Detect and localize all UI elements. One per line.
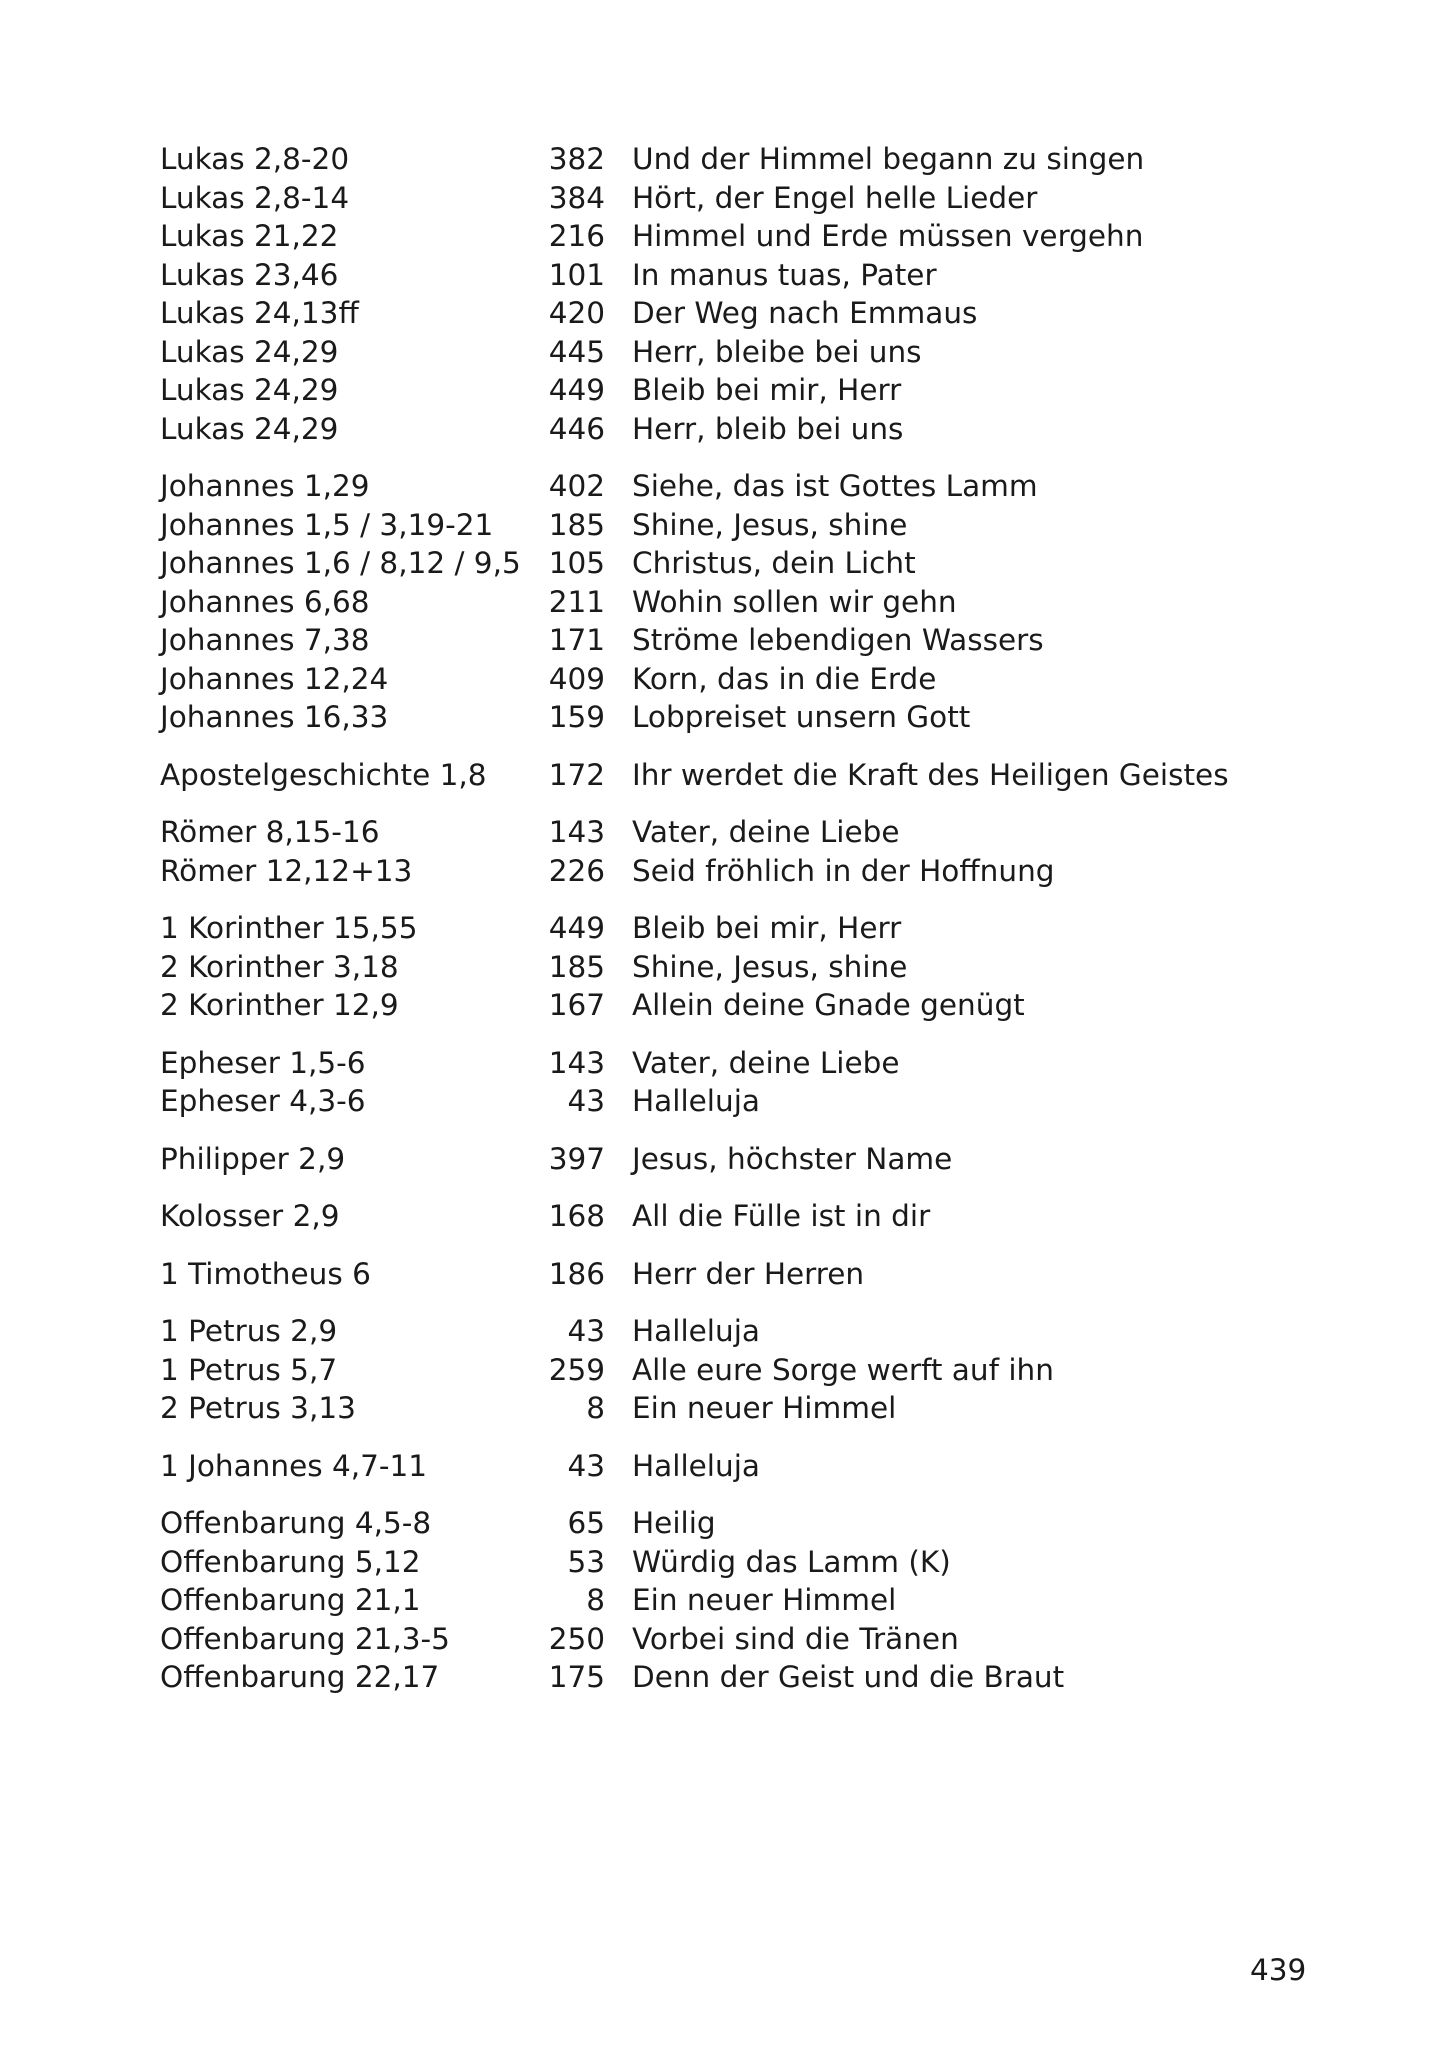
index-row xyxy=(160,1255,1300,1294)
index-group xyxy=(160,1044,1300,1121)
song-title: Ein neuer Himmel xyxy=(632,1391,897,1425)
song-title: Denn der Geist und die Braut xyxy=(632,1660,1065,1694)
song-number: 172 xyxy=(548,757,605,792)
index-row xyxy=(160,467,1300,506)
scripture-reference: Offenbarung 21,3-5 xyxy=(160,1621,450,1656)
scripture-reference: 1 Korinther 15,55 xyxy=(160,911,418,945)
song-number: 175 xyxy=(548,1660,605,1694)
song-title: Christus, dein Licht xyxy=(632,546,916,580)
song-title: Heilig xyxy=(632,1506,716,1540)
index-row xyxy=(160,1197,1300,1236)
song-number: 449 xyxy=(548,911,605,945)
index-row xyxy=(160,217,1300,256)
song-number: 259 xyxy=(548,1352,605,1387)
scripture-reference: Johannes 16,33 xyxy=(160,700,389,734)
scripture-reference: Lukas 2,8-14 xyxy=(160,180,350,215)
scripture-reference: Offenbarung 5,12 xyxy=(160,1544,421,1579)
song-title: Bleib bei mir, Herr xyxy=(632,373,902,407)
song-title: Ein neuer Himmel xyxy=(632,1583,897,1617)
song-title: Und der Himmel begann zu singen xyxy=(632,142,1145,176)
song-title: Jesus, höchster Name xyxy=(632,1141,953,1176)
song-title: Halleluja xyxy=(632,1084,760,1118)
index-group xyxy=(160,1312,1300,1428)
song-title: Korn, das in die Erde xyxy=(632,661,937,696)
index-row xyxy=(160,1620,1300,1659)
scripture-reference: Lukas 24,29 xyxy=(160,334,339,369)
song-title: Alle eure Sorge werft auf ihn xyxy=(632,1352,1054,1387)
song-title: Bleib bei mir, Herr xyxy=(632,911,902,945)
song-number: 43 xyxy=(567,1314,605,1348)
scripture-reference: Offenbarung 21,1 xyxy=(160,1583,421,1617)
song-number: 409 xyxy=(548,661,605,696)
song-number: 449 xyxy=(548,373,605,407)
song-number: 420 xyxy=(548,296,605,330)
index-group xyxy=(160,756,1300,795)
song-number: 167 xyxy=(548,988,605,1022)
song-number: 143 xyxy=(548,1045,605,1080)
song-title: Vater, deine Liebe xyxy=(632,1045,900,1080)
index-row xyxy=(160,1581,1300,1620)
page-number: 439 xyxy=(1250,1953,1307,1987)
song-title: Hört, der Engel helle Lieder xyxy=(632,180,1038,215)
index-group xyxy=(160,1447,1300,1486)
index-row xyxy=(160,1044,1300,1083)
song-title: Halleluja xyxy=(632,1314,760,1348)
scripture-index-table xyxy=(160,140,1300,1716)
song-number: 384 xyxy=(548,180,605,215)
song-number: 185 xyxy=(548,507,605,542)
index-row xyxy=(160,1351,1300,1390)
scripture-reference: 2 Petrus 3,13 xyxy=(160,1391,356,1425)
index-row xyxy=(160,294,1300,333)
scripture-reference: Johannes 1,5 / 3,19-21 xyxy=(160,507,494,542)
scripture-reference: Kolosser 2,9 xyxy=(160,1199,340,1233)
song-number: 445 xyxy=(548,334,605,369)
scripture-reference: 2 Korinther 12,9 xyxy=(160,988,399,1022)
scripture-reference: Offenbarung 22,17 xyxy=(160,1660,440,1694)
index-row xyxy=(160,909,1300,948)
song-number: 101 xyxy=(548,257,605,292)
scripture-reference: 1 Petrus 2,9 xyxy=(160,1314,338,1348)
index-row xyxy=(160,544,1300,583)
index-group xyxy=(160,909,1300,1025)
index-row xyxy=(160,410,1300,449)
song-title: Halleluja xyxy=(632,1448,760,1483)
index-row xyxy=(160,986,1300,1025)
index-group xyxy=(160,813,1300,890)
scripture-reference: 1 Timotheus 6 xyxy=(160,1256,371,1291)
song-title: Shine, Jesus, shine xyxy=(632,507,908,542)
song-title: Herr, bleibe bei uns xyxy=(632,334,922,369)
index-row xyxy=(160,140,1300,179)
song-number: 43 xyxy=(567,1448,605,1483)
song-title: Ströme lebendigen Wassers xyxy=(632,623,1044,657)
song-number: 186 xyxy=(548,1256,605,1291)
scripture-reference: Lukas 24,29 xyxy=(160,411,339,446)
index-row xyxy=(160,1447,1300,1486)
song-title: Lobpreiset unsern Gott xyxy=(632,700,971,734)
index-row xyxy=(160,1389,1300,1428)
index-row xyxy=(160,506,1300,545)
index-row xyxy=(160,256,1300,295)
song-title: Ihr werdet die Kraft des Heiligen Geistes xyxy=(632,757,1229,792)
song-number: 185 xyxy=(548,949,605,984)
index-group xyxy=(160,140,1300,448)
song-title: In manus tuas, Pater xyxy=(632,257,937,292)
scripture-reference: 1 Petrus 5,7 xyxy=(160,1352,338,1387)
index-group xyxy=(160,467,1300,737)
song-number: 43 xyxy=(567,1084,605,1118)
scripture-reference: Epheser 1,5-6 xyxy=(160,1045,366,1080)
song-number: 143 xyxy=(548,815,605,849)
song-title: Himmel und Erde müssen vergehn xyxy=(632,219,1144,253)
index-row xyxy=(160,948,1300,987)
scripture-reference: Johannes 1,6 / 8,12 / 9,5 xyxy=(160,546,521,580)
scripture-reference: Apostelgeschichte 1,8 xyxy=(160,757,487,792)
scripture-reference: Römer 8,15-16 xyxy=(160,815,380,849)
song-number: 211 xyxy=(548,584,605,619)
scripture-reference: Römer 12,12+13 xyxy=(160,853,413,888)
index-row xyxy=(160,1312,1300,1351)
song-number: 446 xyxy=(548,411,605,446)
song-number: 226 xyxy=(548,853,605,888)
song-number: 53 xyxy=(567,1544,605,1579)
index-row xyxy=(160,698,1300,737)
scripture-reference: Philipper 2,9 xyxy=(160,1141,346,1176)
index-group xyxy=(160,1504,1300,1697)
scripture-reference: Lukas 24,13ff xyxy=(160,296,359,330)
song-title: Vorbei sind die Tränen xyxy=(632,1621,959,1656)
index-row xyxy=(160,756,1300,795)
scripture-reference: Johannes 1,29 xyxy=(160,469,370,503)
index-row xyxy=(160,1082,1300,1121)
song-title: Herr der Herren xyxy=(632,1256,865,1291)
song-title: Würdig das Lamm (K) xyxy=(632,1544,951,1579)
index-row xyxy=(160,1543,1300,1582)
song-title: Siehe, das ist Gottes Lamm xyxy=(632,469,1038,503)
scripture-reference: 2 Korinther 3,18 xyxy=(160,949,399,984)
index-row xyxy=(160,179,1300,218)
song-title: Wohin sollen wir gehn xyxy=(632,584,957,619)
index-row xyxy=(160,660,1300,699)
scripture-reference: Johannes 7,38 xyxy=(160,623,370,657)
scripture-reference: Lukas 21,22 xyxy=(160,219,339,253)
song-title: Allein deine Gnade genügt xyxy=(632,988,1025,1022)
song-number: 168 xyxy=(548,1199,605,1233)
scripture-reference: Lukas 23,46 xyxy=(160,257,339,292)
index-row xyxy=(160,813,1300,852)
index-group xyxy=(160,1197,1300,1236)
song-number: 397 xyxy=(548,1141,605,1176)
scripture-reference: Lukas 24,29 xyxy=(160,373,339,407)
song-title: Shine, Jesus, shine xyxy=(632,949,908,984)
song-title: All die Fülle ist in dir xyxy=(632,1199,931,1233)
song-title: Der Weg nach Emmaus xyxy=(632,296,978,330)
song-number: 65 xyxy=(567,1506,605,1540)
song-number: 105 xyxy=(548,546,605,580)
song-title: Seid fröhlich in der Hoffnung xyxy=(632,853,1055,888)
index-row xyxy=(160,333,1300,372)
scripture-reference: Lukas 2,8-20 xyxy=(160,142,350,176)
song-number: 171 xyxy=(548,623,605,657)
scripture-reference: Johannes 6,68 xyxy=(160,584,370,619)
scripture-reference: Epheser 4,3-6 xyxy=(160,1084,366,1118)
index-row xyxy=(160,621,1300,660)
index-row xyxy=(160,1140,1300,1179)
song-number: 382 xyxy=(548,142,605,176)
index-row xyxy=(160,371,1300,410)
scripture-reference: 1 Johannes 4,7-11 xyxy=(160,1448,428,1483)
song-number: 8 xyxy=(586,1583,605,1617)
index-row xyxy=(160,852,1300,891)
index-group xyxy=(160,1255,1300,1294)
song-number: 402 xyxy=(548,469,605,503)
scripture-reference: Offenbarung 4,5-8 xyxy=(160,1506,432,1540)
scripture-reference: Johannes 12,24 xyxy=(160,661,389,696)
index-group xyxy=(160,1140,1300,1179)
index-row xyxy=(160,1658,1300,1697)
song-number: 216 xyxy=(548,219,605,253)
song-number: 250 xyxy=(548,1621,605,1656)
index-row xyxy=(160,583,1300,622)
song-title: Vater, deine Liebe xyxy=(632,815,900,849)
song-number: 8 xyxy=(586,1391,605,1425)
song-number: 159 xyxy=(548,700,605,734)
song-title: Herr, bleib bei uns xyxy=(632,411,904,446)
index-row xyxy=(160,1504,1300,1543)
